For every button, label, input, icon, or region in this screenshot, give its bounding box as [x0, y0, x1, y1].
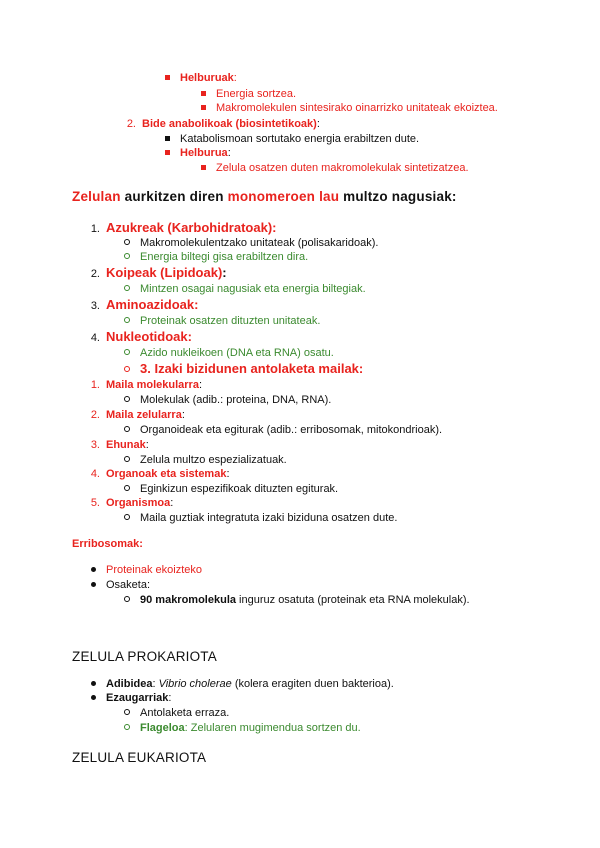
square-bullet-icon [162, 71, 172, 85]
circle-bullet-icon [122, 314, 132, 328]
monomer-title: Koipeak (Lipidoak) [106, 265, 223, 280]
helburuak-label: Helburuak [180, 72, 234, 84]
square-bullet-icon [198, 101, 208, 115]
prokaryote-example: Adibidea: Vibrio cholerae (kolera eragiten duen bakterioa). [88, 677, 394, 691]
circle-bullet-icon [122, 511, 132, 525]
circle-bullet-icon [122, 363, 132, 377]
level-title: Organismoa [106, 497, 171, 509]
monomer-sub: Proteinak osatzen dituzten unitateak. [122, 314, 320, 328]
helburua-row: Helburua: [162, 146, 231, 160]
monomer-item: 4. Nukleotidoak: [90, 329, 192, 344]
level-desc: Zelula multzo espezializatuak. [122, 453, 287, 467]
prokaryote-feature: Flageloa: Zelularen mugimendua sortzen du. [122, 721, 361, 735]
level-item: 1. Maila molekularra: [90, 379, 202, 391]
level-desc: Organoideak eta egiturak (adib.: erribosomak, mitokondrioak). [122, 423, 442, 437]
circle-bullet-icon [122, 423, 132, 437]
bullet-dot-icon [88, 691, 98, 705]
ribosomes-title: Erribosomak: [72, 538, 143, 550]
square-bullet-icon [198, 161, 208, 175]
level-title: Maila molekularra [106, 379, 199, 391]
level-item: 2. Maila zelularra: [90, 409, 185, 421]
prokaryote-feature: Antolaketa erraza. [122, 706, 229, 720]
circle-bullet-icon [122, 236, 132, 250]
circle-bullet-icon [122, 453, 132, 467]
level-item: 3. Ehunak: [90, 439, 149, 451]
circle-bullet-icon [122, 282, 132, 296]
helburua-item: Zelula osatzen duten makromolekulak sintetizatzea. [198, 161, 469, 175]
helburuak-item: Energia sortzea. [198, 87, 296, 101]
level-item: 4. Organoak eta sistemak: [90, 468, 230, 480]
monomer-sub: Energia biltegi gisa erabiltzen dira. [122, 250, 308, 264]
helburua-label: Helburua [180, 147, 228, 159]
level-title: Maila zelularra [106, 409, 182, 421]
circle-bullet-icon [122, 706, 132, 720]
monomer-item: 3. Aminoazidoak: [90, 297, 199, 312]
level-desc: Molekulak (adib.: proteina, DNA, RNA). [122, 393, 331, 407]
organization-levels-heading: 3. Izaki bizidunen antolaketa mailak: [122, 361, 363, 377]
circle-bullet-icon [122, 346, 132, 360]
monomer-sub: Azido nukleikoen (DNA eta RNA) osatu. [122, 346, 334, 360]
eukaryote-heading: ZELULA EUKARIOTA [72, 750, 207, 765]
helburuak-row: Helburuak: [162, 71, 237, 85]
helburuak-item: Makromolekulen sintesirako oinarrizko unitateak ekoiztea. [198, 101, 498, 115]
circle-bullet-icon [122, 721, 132, 735]
level-title: Organoak eta sistemak [106, 468, 227, 480]
ribosomes-item: Proteinak ekoizteko [88, 563, 202, 577]
level-desc: Eginkizun espezifikoak dituzten egiturak. [122, 482, 338, 496]
anabolic-row: 2. Bide anabolikoak (biosintetikoak): [126, 118, 320, 130]
bullet-dot-icon [88, 578, 98, 592]
monomer-title: Aminoazidoak: [106, 297, 199, 312]
monomer-title: Nukleotidoak: [106, 329, 192, 344]
ribosomes-sub: 90 makromolekula inguruz osatuta (proteinak eta RNA molekulak). [122, 593, 470, 607]
circle-bullet-icon [122, 250, 132, 264]
ribosomes-item: Osaketa: [88, 578, 150, 592]
monomer-title: Azukreak (Karbohidratoak): [106, 220, 277, 235]
circle-bullet-icon [122, 393, 132, 407]
square-bullet-icon [162, 132, 172, 146]
monomers-heading: Zelulan aurkitzen diren monomeroen lau multzo nagusiak: [72, 189, 457, 204]
circle-bullet-icon [122, 482, 132, 496]
monomer-item: 1. Azukreak (Karbohidratoak): [90, 220, 277, 235]
square-bullet-icon [162, 146, 172, 160]
level-item: 5. Organismoa: [90, 497, 174, 509]
anabolic-title: Bide anabolikoak (biosintetikoak) [142, 118, 317, 130]
monomer-sub: Mintzen osagai nagusiak eta energia biltegiak. [122, 282, 366, 296]
anabolic-item: Katabolismoan sortutako energia erabiltzen dute. [162, 132, 419, 146]
prokaryote-features: Ezaugarriak: [88, 691, 171, 705]
bullet-dot-icon [88, 563, 98, 577]
level-desc: Maila guztiak integratuta izaki biziduna osatzen dute. [122, 511, 397, 525]
level-title: Ehunak [106, 439, 146, 451]
bullet-dot-icon [88, 677, 98, 691]
square-bullet-icon [198, 87, 208, 101]
circle-bullet-icon [122, 593, 132, 607]
monomer-sub: Makromolekulentzako unitateak (polisakaridoak). [122, 236, 378, 250]
prokaryote-heading: ZELULA PROKARIOTA [72, 649, 217, 664]
monomer-item: 2. Koipeak (Lipidoak): [90, 265, 227, 280]
